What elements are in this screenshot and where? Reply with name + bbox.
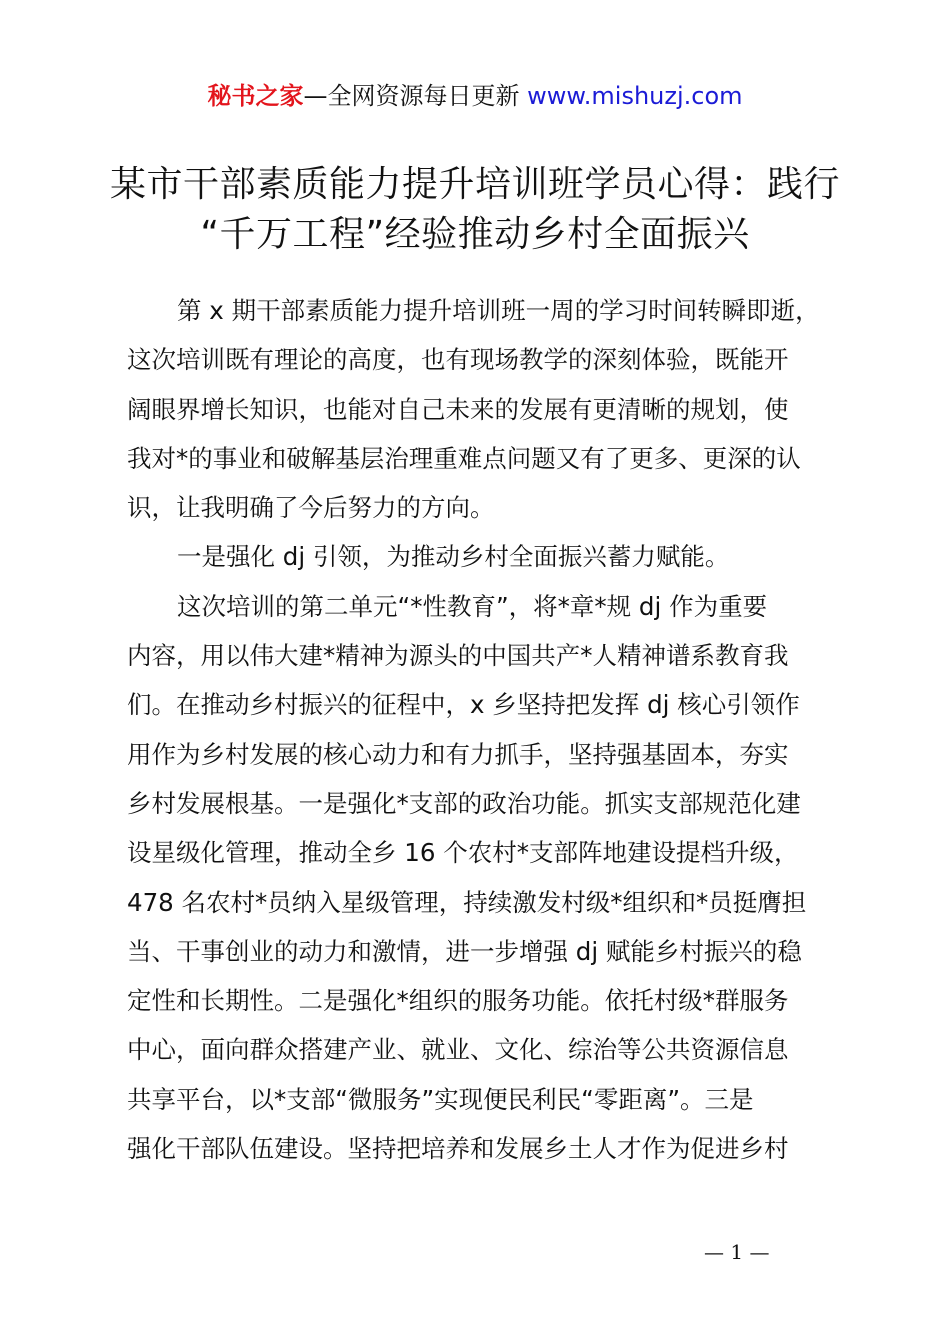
body-line: 阔眼界增长知识，也能对自己未来的发展有更清晰的规划，使 [127, 394, 789, 424]
body-line: 当、干事创业的动力和激情，进一步增强 dj 赋能乡村振兴的稳 [127, 936, 802, 966]
body-line: 第 x 期干部素质能力提升培训班一周的学习时间转瞬即逝， [177, 296, 820, 325]
site-url-link[interactable]: www.mishuzj.com [527, 82, 743, 110]
body-line: 们。在推动乡村振兴的征程中，x 乡坚持把发挥 dj 核心引领作 [127, 690, 800, 720]
body-line: 用作为乡村发展的核心动力和有力抓手，坚持强基固本，夯实 [127, 739, 789, 769]
brand-name: 秘书之家 [207, 82, 304, 110]
body-line: 乡村发展根基。一是强化*支部的政治功能。抓实支部规范化建 [127, 788, 801, 818]
body-line: 强化干部队伍建设。坚持把培养和发展乡土人才作为促进乡村 [127, 1134, 789, 1164]
body-line: 这次培训既有理论的高度，也有现场教学的深刻体验，既能开 [127, 345, 789, 375]
body-line: 设星级化管理，推动全乡 16 个农村*支部阵地建设提档升级， [127, 838, 799, 868]
body-line: 中心，面向群众搭建产业、就业、文化、综治等公共资源信息 [127, 1035, 789, 1065]
title-line-1: 某市干部素质能力提升培训班学员心得：践行 [109, 164, 840, 205]
body-line: 共享平台，以*支部“微服务”实现便民利民“零距离”。三是 [127, 1084, 754, 1114]
body-line: 478 名农村*员纳入星级管理，持续激发村级*组织和*员挺膺担 [127, 887, 807, 917]
title-line-2: “千万工程”经验推动乡村全面振兴 [200, 214, 750, 255]
document-body [127, 286, 847, 1173]
body-line: 定性和长期性。二是强化*组织的服务功能。依托村级*群服务 [127, 986, 789, 1016]
page-number: — 1 — [704, 1240, 770, 1264]
body-line: 识，让我明确了今后努力的方向。 [127, 493, 495, 523]
banner-slogan: —全网资源每日更新 [303, 82, 528, 110]
site-banner [0, 80, 950, 112]
document-title [100, 160, 850, 260]
body-line: 内容，用以伟大建*精神为源头的中国共产*人精神谱系教育我 [127, 641, 789, 671]
section-heading: 一是强化 dj 引领，为推动乡村全面振兴蓄力赋能。 [177, 542, 730, 572]
body-line: 我对*的事业和破解基层治理重难点问题又有了更多、更深的认 [127, 443, 801, 473]
body-line: 这次培训的第二单元“*性教育”，将*章*规 dj 作为重要 [177, 591, 768, 621]
